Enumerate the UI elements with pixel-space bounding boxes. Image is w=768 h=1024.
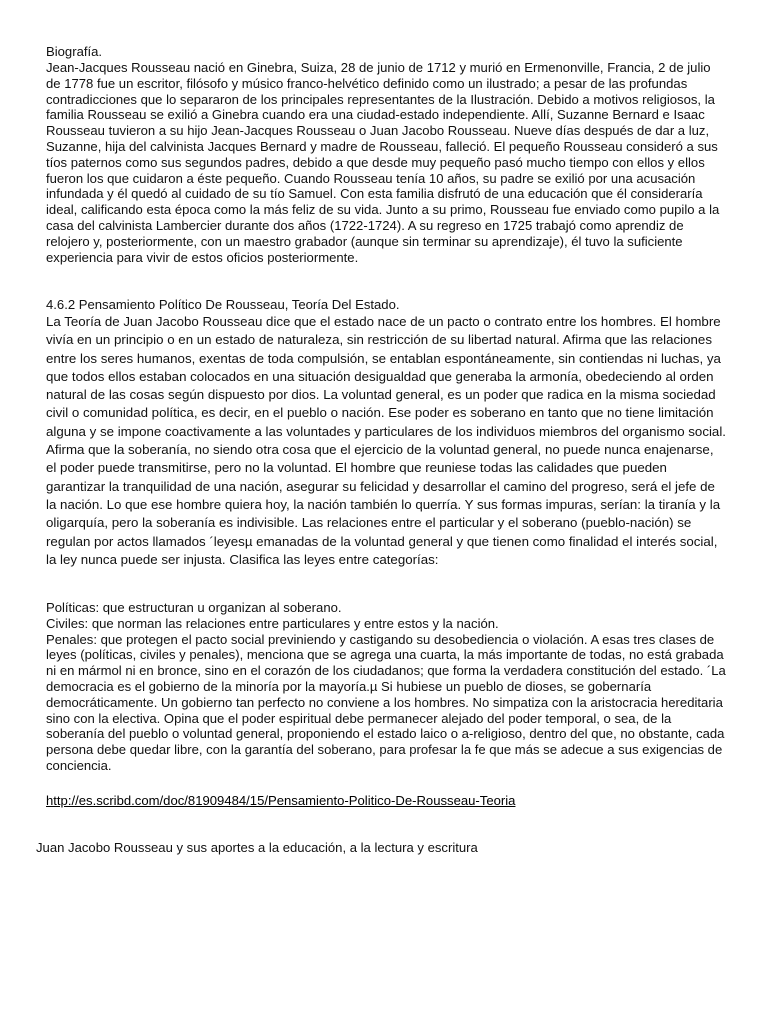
section-heading-political-thought: 4.6.2 Pensamiento Político De Rousseau, Teoría Del Estado. — [46, 297, 400, 312]
next-section-title: Juan Jacobo Rousseau y sus aportes a la educación, a la lectura y escritura — [36, 840, 478, 855]
laws-list — [46, 600, 726, 774]
law-politicas: Políticas: que estructuran u organizan al soberano. — [46, 600, 342, 615]
biography-paragraph: Jean-Jacques Rousseau nació en Ginebra, Suiza, 28 de junio de 1712 y murió en Ermenonville, Francia, 2 de julio de 1778 fue un escritor, filósofo y músico franco-helvético definido como un ilustrado; a pesar de las profundas contradicciones que lo separaron de los principales representantes de la Ilustración. Debido a motivos religiosos, la familia Rousseau se exilió a Ginebra cuando era una ciudad-estado independiente. Allí, Suzanne Bernard e Isaac Rousseau tuvieron a su hijo Jean-Jacques Rousseau o Juan Jacobo Rousseau. Nueve días después de dar a luz, Suzanne, hija del calvinista Jacques Bernard y madre de Rousseau, falleció. El pequeño Rousseau consideró a sus tíos paternos como sus segundos padres, debido a que desde muy pequeño pasó mucho tiempo con ellos y ellos fueron los que cuidaron a éste pequeño. Cuando Rousseau tenía 10 años, su padre se exilió por una acusación infundada y él quedó al cuidado de su tío Samuel. Con esta familia disfrutó de una educación que él consideraría ideal, calificando esta época como la más feliz de su vida. Junto a su primo, Rousseau fue enviado como pupilo a la casa del calvinista Lambercier durante dos años (1722-1724). A su regreso en 1725 trabajó como aprendiz de relojero y, posteriormente, con un maestro grabador (aunque sin terminar su aprendizaje), él tuvo la suficiente experiencia para vivir de estos oficios posteriormente. — [46, 60, 720, 265]
law-penales: Penales: que protegen el pacto social previniendo y castigando su desobediencia o violación. A esas tres clases de leyes (políticas, civiles y penales), menciona que se agrega una cuarta, la más importante de todas, no está grabada ni en mármol ni en bronce, sino en el corazón de los ciudadanos; que forma la verdadera constitución del estado. ´La democracia es el gobierno de la minoría por la mayoría.µ Si hubiese un pueblo de dioses, se gobernaría democráticamente. Un gobierno tan perfecto no conviene a los hombres. No simpatiza con la aristocracia hereditaria sino con la electiva. Opina que el poder espiritual debe permanecer alejado del poder temporal, o sea, de la soberanía del pueblo o voluntad general, proponiendo el estado laico o a-religioso, dentro del que, no obstante, cada persona debe quedar libre, con la garantía del soberano, para profesar la fe que más se adecue a sus exigencias de conciencia. — [46, 631, 726, 773]
source-link[interactable]: http://es.scribd.com/doc/81909484/15/Pensamiento-Politico-De-Rousseau-Teoria — [46, 793, 516, 808]
theory-paragraph: La Teoría de Juan Jacobo Rousseau dice que el estado nace de un pacto o contrato entre los hombres. El hombre vivía en un principio o en un estado de naturaleza, sin restricción de su libertad natural. Afirma que las relaciones entre los seres humanos, exentas de toda compulsión, se entablan espontáneamente, sin contiendas ni luchas, ya que todos ellos estaban colocados en una situación desigualdad que generaba la armonía, obedeciendo al orden natural de las cosas según dispuesto por dios. La voluntad general, es un poder que radica en la misma sociedad civil o comunidad política, es decir, en el pueblo o nación. Ese poder es soberano en tanto que no tiene limitación alguna y se impone coactivamente a las voluntades y particulares de los individuos miembros del organismo social. Afirma que la soberanía, no siendo otra cosa que el ejercicio de la voluntad general, no puede nunca enajenarse, el poder puede transmitirse, pero no la voluntad. El hombre que reuniese todas las calidades que pueden garantizar la tranquilidad de una nación, asegurar su felicidad y desarrollar el camino del progreso, será el jefe de la nación. Lo que ese hombre quiera hoy, la nación también lo querría. Y sus formas impuras, serían: la tiranía y la oligarquía, pero la soberanía es indivisible. Las relaciones entre el particular y el soberano (pueblo-nación) se regulan por actos llamados ´leyesµ emanadas de la voluntad general y que tienen como finalidad el interés social, la ley nunca puede ser injusta. Clasifica las leyes entre categorías: — [46, 314, 726, 567]
biography-heading: Biografía. — [46, 44, 103, 59]
law-civiles: Civiles: que norman las relaciones entre particulares y entre estos y la nación. — [46, 615, 499, 631]
